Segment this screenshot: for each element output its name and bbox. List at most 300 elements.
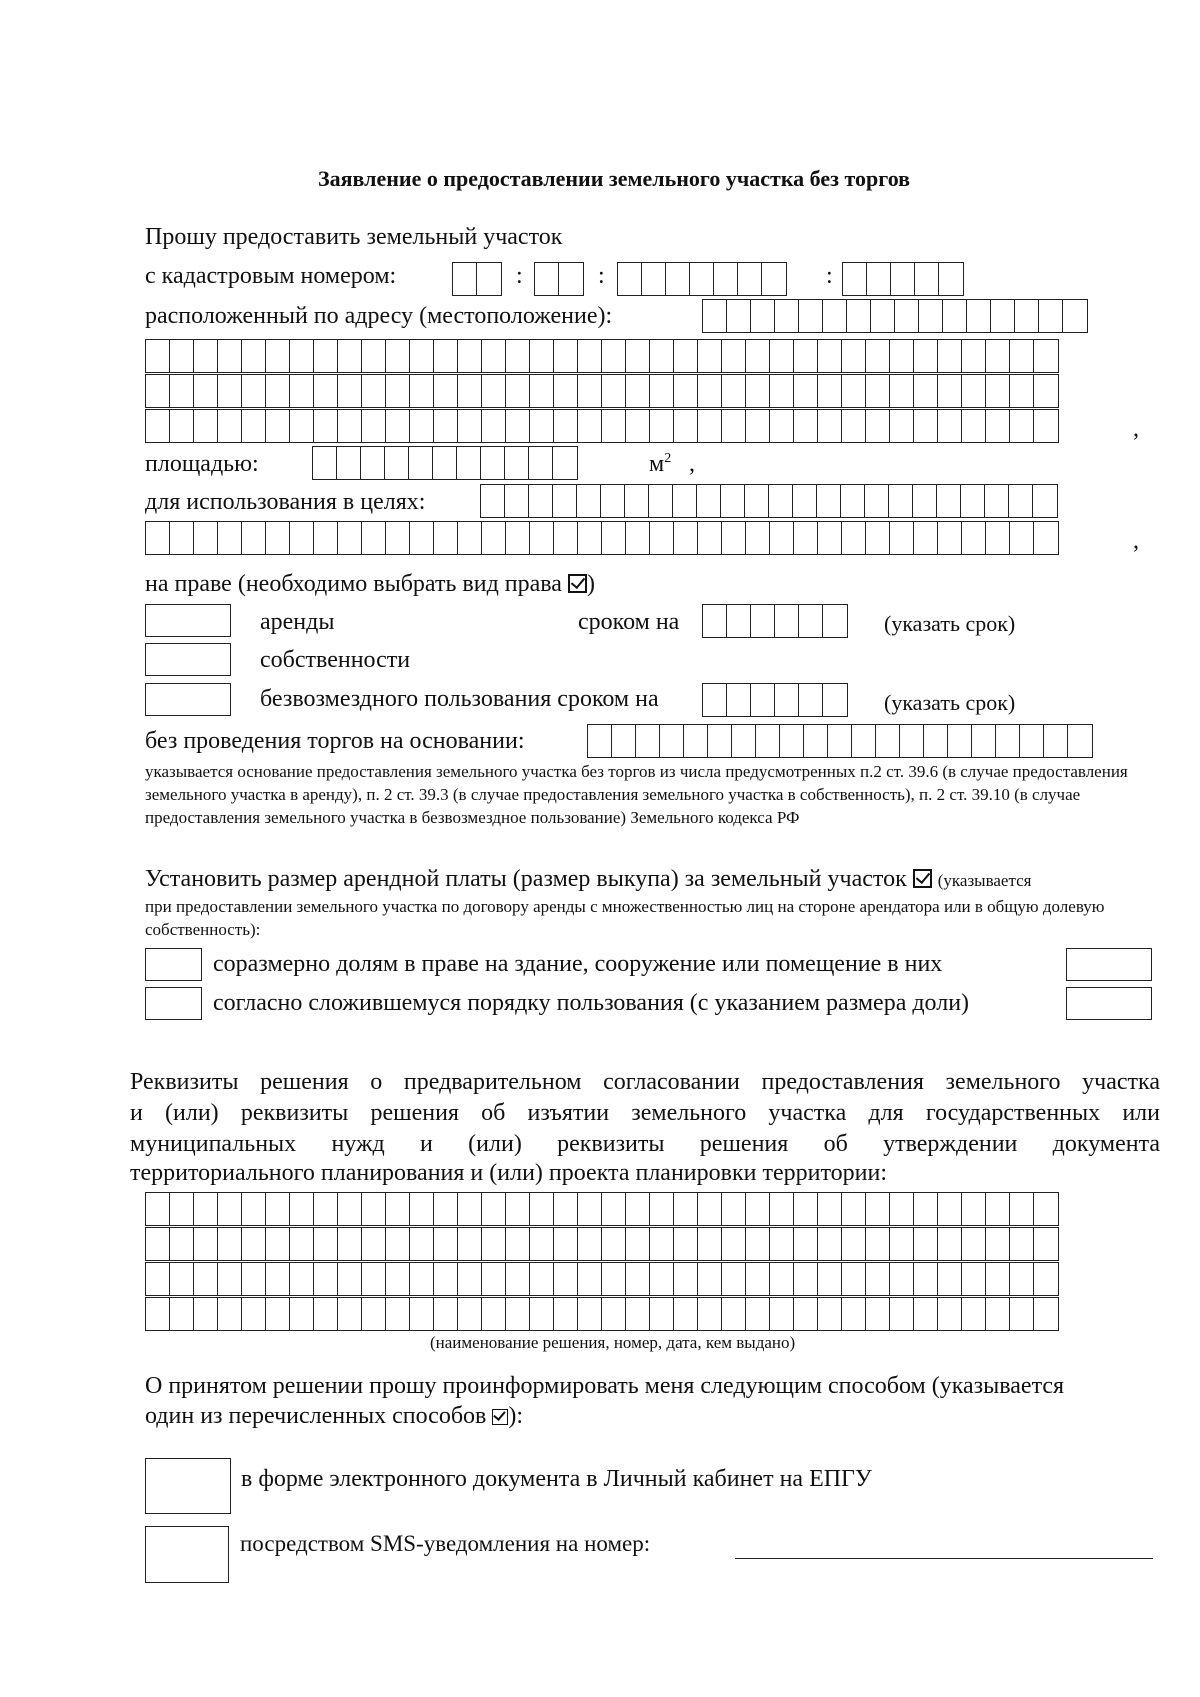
char-cell[interactable] (1032, 484, 1058, 518)
char-cell[interactable] (721, 1227, 747, 1261)
char-cell[interactable] (731, 724, 757, 758)
char-cell[interactable] (169, 521, 195, 555)
char-cell[interactable] (841, 339, 867, 373)
char-cell[interactable] (385, 1192, 411, 1226)
free-use-term-field[interactable] (702, 683, 846, 717)
lease-checkbox[interactable] (145, 604, 231, 637)
char-cell[interactable] (361, 374, 387, 408)
char-cell[interactable] (672, 484, 698, 518)
char-cell[interactable] (769, 339, 795, 373)
char-cell[interactable] (673, 1192, 699, 1226)
char-cell[interactable] (1019, 724, 1045, 758)
char-cell[interactable] (457, 1297, 483, 1331)
char-cell[interactable] (649, 409, 675, 443)
char-cell[interactable] (985, 374, 1011, 408)
char-cell[interactable] (889, 339, 915, 373)
char-cell[interactable] (1062, 299, 1088, 333)
char-cell[interactable] (947, 724, 973, 758)
char-cell[interactable] (385, 374, 411, 408)
char-cell[interactable] (841, 409, 867, 443)
char-cell[interactable] (726, 604, 752, 638)
char-cell[interactable] (721, 409, 747, 443)
char-cell[interactable] (361, 1297, 387, 1331)
char-cell[interactable] (673, 1297, 699, 1331)
char-cell[interactable] (241, 1297, 267, 1331)
char-cell[interactable] (529, 1297, 555, 1331)
char-cell[interactable] (971, 724, 997, 758)
char-cell[interactable] (889, 1262, 915, 1296)
char-cell[interactable] (960, 484, 986, 518)
char-cell[interactable] (990, 299, 1016, 333)
char-cell[interactable] (822, 604, 848, 638)
char-cell[interactable] (1038, 299, 1064, 333)
char-cell[interactable] (289, 409, 315, 443)
char-cell[interactable] (457, 1262, 483, 1296)
char-cell[interactable] (697, 1192, 723, 1226)
char-cell[interactable] (1033, 374, 1059, 408)
char-cell[interactable] (793, 409, 819, 443)
char-cell[interactable] (433, 1262, 459, 1296)
char-cell[interactable] (966, 299, 992, 333)
char-cell[interactable] (481, 1192, 507, 1226)
char-cell[interactable] (913, 1192, 939, 1226)
char-cell[interactable] (822, 299, 848, 333)
char-cell[interactable] (289, 1297, 315, 1331)
char-cell[interactable] (611, 724, 637, 758)
char-cell[interactable] (481, 521, 507, 555)
char-cell[interactable] (793, 1297, 819, 1331)
char-cell[interactable] (433, 1227, 459, 1261)
char-cell[interactable] (865, 1192, 891, 1226)
char-cell[interactable] (769, 1192, 795, 1226)
char-cell[interactable] (1014, 299, 1040, 333)
char-cell[interactable] (409, 1192, 435, 1226)
char-cell[interactable] (433, 339, 459, 373)
char-cell[interactable] (145, 339, 171, 373)
char-cell[interactable] (361, 409, 387, 443)
char-cell[interactable] (577, 1297, 603, 1331)
char-cell[interactable] (866, 262, 892, 296)
char-cell[interactable] (169, 374, 195, 408)
char-cell[interactable] (769, 1297, 795, 1331)
char-cell[interactable] (793, 374, 819, 408)
char-cell[interactable] (361, 521, 387, 555)
char-cell[interactable] (697, 374, 723, 408)
char-cell[interactable] (793, 1262, 819, 1296)
char-cell[interactable] (937, 1192, 963, 1226)
char-cell[interactable] (529, 521, 555, 555)
char-cell[interactable] (745, 1227, 771, 1261)
char-cell[interactable] (841, 521, 867, 555)
char-cell[interactable] (193, 374, 219, 408)
char-cell[interactable] (875, 724, 901, 758)
char-cell[interactable] (433, 374, 459, 408)
char-cell[interactable] (409, 1227, 435, 1261)
char-cell[interactable] (745, 521, 771, 555)
char-cell[interactable] (865, 1262, 891, 1296)
char-cell[interactable] (1033, 1262, 1059, 1296)
char-cell[interactable] (745, 409, 771, 443)
char-cell[interactable] (774, 604, 800, 638)
char-cell[interactable] (577, 339, 603, 373)
char-cell[interactable] (409, 521, 435, 555)
char-cell[interactable] (888, 484, 914, 518)
char-cell[interactable] (480, 446, 506, 480)
char-cell[interactable] (937, 339, 963, 373)
sms-phone-input-line[interactable] (735, 1558, 1153, 1559)
free-use-checkbox[interactable] (145, 683, 231, 716)
char-cell[interactable] (937, 409, 963, 443)
char-cell[interactable] (942, 299, 968, 333)
ownership-checkbox[interactable] (145, 643, 231, 676)
char-cell[interactable] (745, 339, 771, 373)
char-cell[interactable] (505, 1297, 531, 1331)
char-cell[interactable] (702, 604, 728, 638)
char-cell[interactable] (145, 1192, 171, 1226)
char-cell[interactable] (1009, 1262, 1035, 1296)
char-cell[interactable] (913, 374, 939, 408)
char-cell[interactable] (750, 299, 776, 333)
char-cell[interactable] (313, 409, 339, 443)
char-cell[interactable] (361, 1192, 387, 1226)
char-cell[interactable] (577, 1192, 603, 1226)
char-cell[interactable] (336, 446, 362, 480)
char-cell[interactable] (774, 299, 800, 333)
char-cell[interactable] (865, 339, 891, 373)
char-cell[interactable] (1009, 1227, 1035, 1261)
char-cell[interactable] (553, 1192, 579, 1226)
char-cell[interactable] (961, 1227, 987, 1261)
char-cell[interactable] (265, 339, 291, 373)
char-cell[interactable] (1033, 1297, 1059, 1331)
char-cell[interactable] (961, 521, 987, 555)
char-cell[interactable] (665, 262, 691, 296)
char-cell[interactable] (768, 484, 794, 518)
char-cell[interactable] (697, 339, 723, 373)
char-cell[interactable] (577, 1227, 603, 1261)
char-cell[interactable] (721, 521, 747, 555)
char-cell[interactable] (169, 409, 195, 443)
purpose-field-line-1[interactable] (480, 484, 1056, 518)
char-cell[interactable] (145, 1227, 171, 1261)
char-cell[interactable] (193, 1227, 219, 1261)
char-cell[interactable] (265, 1297, 291, 1331)
char-cell[interactable] (385, 1297, 411, 1331)
char-cell[interactable] (169, 1297, 195, 1331)
char-cell[interactable] (457, 339, 483, 373)
char-cell[interactable] (169, 1262, 195, 1296)
char-cell[interactable] (1033, 409, 1059, 443)
char-cell[interactable] (985, 1262, 1011, 1296)
char-cell[interactable] (145, 1262, 171, 1296)
char-cell[interactable] (649, 1297, 675, 1331)
char-cell[interactable] (193, 409, 219, 443)
char-cell[interactable] (193, 1192, 219, 1226)
char-cell[interactable] (816, 484, 842, 518)
char-cell[interactable] (241, 374, 267, 408)
char-cell[interactable] (601, 1297, 627, 1331)
char-cell[interactable] (913, 409, 939, 443)
char-cell[interactable] (217, 1192, 243, 1226)
char-cell[interactable] (145, 374, 171, 408)
char-cell[interactable] (649, 521, 675, 555)
char-cell[interactable] (1033, 1192, 1059, 1226)
char-cell[interactable] (889, 1297, 915, 1331)
char-cell[interactable] (769, 1262, 795, 1296)
char-cell[interactable] (769, 374, 795, 408)
char-cell[interactable] (337, 1297, 363, 1331)
basis-field[interactable] (587, 724, 1091, 758)
char-cell[interactable] (817, 409, 843, 443)
char-cell[interactable] (504, 484, 530, 518)
char-cell[interactable] (625, 409, 651, 443)
char-cell[interactable] (193, 1262, 219, 1296)
char-cell[interactable] (937, 521, 963, 555)
char-cell[interactable] (337, 1192, 363, 1226)
char-cell[interactable] (864, 484, 890, 518)
char-cell[interactable] (289, 1262, 315, 1296)
char-cell[interactable] (737, 262, 763, 296)
char-cell[interactable] (337, 1262, 363, 1296)
char-cell[interactable] (635, 724, 661, 758)
char-cell[interactable] (625, 1262, 651, 1296)
char-cell[interactable] (528, 484, 554, 518)
char-cell[interactable] (937, 374, 963, 408)
char-cell[interactable] (865, 521, 891, 555)
char-cell[interactable] (817, 1227, 843, 1261)
char-cell[interactable] (1008, 484, 1034, 518)
char-cell[interactable] (937, 1227, 963, 1261)
char-cell[interactable] (169, 1227, 195, 1261)
char-cell[interactable] (145, 521, 171, 555)
char-cell[interactable] (577, 374, 603, 408)
address-field-line-3[interactable] (145, 374, 1057, 408)
char-cell[interactable] (793, 521, 819, 555)
char-cell[interactable] (193, 339, 219, 373)
rent-option-1-checkbox[interactable] (145, 948, 202, 981)
char-cell[interactable] (822, 683, 848, 717)
char-cell[interactable] (553, 374, 579, 408)
cadastral-quarter-field[interactable] (617, 262, 785, 296)
char-cell[interactable] (721, 1297, 747, 1331)
requisites-field-line-1[interactable] (145, 1192, 1057, 1226)
char-cell[interactable] (385, 1227, 411, 1261)
char-cell[interactable] (312, 446, 338, 480)
char-cell[interactable] (241, 409, 267, 443)
char-cell[interactable] (313, 374, 339, 408)
char-cell[interactable] (241, 1192, 267, 1226)
address-field-line-2[interactable] (145, 339, 1057, 373)
char-cell[interactable] (649, 339, 675, 373)
char-cell[interactable] (1009, 374, 1035, 408)
char-cell[interactable] (889, 409, 915, 443)
char-cell[interactable] (169, 339, 195, 373)
char-cell[interactable] (408, 446, 434, 480)
char-cell[interactable] (1033, 521, 1059, 555)
char-cell[interactable] (913, 1227, 939, 1261)
char-cell[interactable] (817, 339, 843, 373)
char-cell[interactable] (913, 1262, 939, 1296)
char-cell[interactable] (697, 1227, 723, 1261)
char-cell[interactable] (534, 262, 560, 296)
char-cell[interactable] (683, 724, 709, 758)
char-cell[interactable] (673, 521, 699, 555)
char-cell[interactable] (433, 409, 459, 443)
char-cell[interactable] (961, 1297, 987, 1331)
char-cell[interactable] (193, 521, 219, 555)
char-cell[interactable] (528, 446, 554, 480)
char-cell[interactable] (553, 409, 579, 443)
char-cell[interactable] (476, 262, 502, 296)
char-cell[interactable] (505, 1262, 531, 1296)
char-cell[interactable] (846, 299, 872, 333)
char-cell[interactable] (505, 1227, 531, 1261)
char-cell[interactable] (769, 521, 795, 555)
area-field[interactable] (312, 446, 576, 480)
char-cell[interactable] (702, 683, 728, 717)
char-cell[interactable] (649, 1262, 675, 1296)
char-cell[interactable] (505, 1192, 531, 1226)
char-cell[interactable] (265, 409, 291, 443)
char-cell[interactable] (558, 262, 584, 296)
char-cell[interactable] (625, 521, 651, 555)
char-cell[interactable] (914, 262, 940, 296)
char-cell[interactable] (894, 299, 920, 333)
char-cell[interactable] (750, 604, 776, 638)
char-cell[interactable] (648, 484, 674, 518)
char-cell[interactable] (587, 724, 613, 758)
char-cell[interactable] (452, 262, 478, 296)
char-cell[interactable] (504, 446, 530, 480)
rent-option-1-share-field[interactable] (1066, 948, 1152, 981)
char-cell[interactable] (217, 1262, 243, 1296)
char-cell[interactable] (726, 683, 752, 717)
char-cell[interactable] (193, 1297, 219, 1331)
char-cell[interactable] (750, 683, 776, 717)
char-cell[interactable] (217, 1297, 243, 1331)
char-cell[interactable] (553, 1227, 579, 1261)
char-cell[interactable] (798, 299, 824, 333)
char-cell[interactable] (217, 374, 243, 408)
char-cell[interactable] (659, 724, 685, 758)
char-cell[interactable] (696, 484, 722, 518)
char-cell[interactable] (649, 1192, 675, 1226)
char-cell[interactable] (961, 374, 987, 408)
char-cell[interactable] (409, 374, 435, 408)
lease-term-field[interactable] (702, 604, 846, 638)
char-cell[interactable] (481, 1227, 507, 1261)
char-cell[interactable] (817, 1262, 843, 1296)
char-cell[interactable] (890, 262, 916, 296)
char-cell[interactable] (433, 1192, 459, 1226)
cadastral-parcel-field[interactable] (842, 262, 962, 296)
char-cell[interactable] (755, 724, 781, 758)
char-cell[interactable] (529, 1262, 555, 1296)
char-cell[interactable] (217, 521, 243, 555)
char-cell[interactable] (361, 1262, 387, 1296)
char-cell[interactable] (313, 1262, 339, 1296)
char-cell[interactable] (145, 409, 171, 443)
char-cell[interactable] (601, 521, 627, 555)
char-cell[interactable] (792, 484, 818, 518)
requisites-field-line-2[interactable] (145, 1227, 1057, 1261)
char-cell[interactable] (913, 1297, 939, 1331)
char-cell[interactable] (899, 724, 925, 758)
char-cell[interactable] (1067, 724, 1093, 758)
char-cell[interactable] (361, 1227, 387, 1261)
char-cell[interactable] (817, 521, 843, 555)
char-cell[interactable] (649, 374, 675, 408)
char-cell[interactable] (337, 339, 363, 373)
purpose-field-line-2[interactable] (145, 521, 1057, 555)
char-cell[interactable] (529, 1192, 555, 1226)
char-cell[interactable] (313, 1227, 339, 1261)
char-cell[interactable] (241, 521, 267, 555)
char-cell[interactable] (913, 521, 939, 555)
char-cell[interactable] (798, 604, 824, 638)
char-cell[interactable] (865, 1227, 891, 1261)
rent-option-2-share-field[interactable] (1066, 987, 1152, 1020)
char-cell[interactable] (961, 1192, 987, 1226)
char-cell[interactable] (1009, 1297, 1035, 1331)
char-cell[interactable] (577, 409, 603, 443)
char-cell[interactable] (337, 521, 363, 555)
char-cell[interactable] (803, 724, 829, 758)
char-cell[interactable] (433, 521, 459, 555)
char-cell[interactable] (889, 374, 915, 408)
char-cell[interactable] (265, 374, 291, 408)
char-cell[interactable] (985, 1192, 1011, 1226)
char-cell[interactable] (851, 724, 877, 758)
char-cell[interactable] (289, 374, 315, 408)
char-cell[interactable] (313, 1192, 339, 1226)
char-cell[interactable] (313, 521, 339, 555)
notify-sms-checkbox[interactable] (145, 1526, 229, 1583)
char-cell[interactable] (961, 1262, 987, 1296)
char-cell[interactable] (409, 339, 435, 373)
char-cell[interactable] (827, 724, 853, 758)
char-cell[interactable] (289, 1227, 315, 1261)
char-cell[interactable] (145, 1297, 171, 1331)
char-cell[interactable] (697, 521, 723, 555)
char-cell[interactable] (793, 1192, 819, 1226)
char-cell[interactable] (761, 262, 787, 296)
char-cell[interactable] (265, 1227, 291, 1261)
char-cell[interactable] (641, 262, 667, 296)
char-cell[interactable] (553, 1297, 579, 1331)
char-cell[interactable] (707, 724, 733, 758)
char-cell[interactable] (1009, 339, 1035, 373)
char-cell[interactable] (769, 409, 795, 443)
char-cell[interactable] (937, 1297, 963, 1331)
rent-option-2-checkbox[interactable] (145, 987, 202, 1020)
char-cell[interactable] (689, 262, 715, 296)
char-cell[interactable] (841, 1227, 867, 1261)
char-cell[interactable] (961, 409, 987, 443)
char-cell[interactable] (985, 409, 1011, 443)
char-cell[interactable] (337, 1227, 363, 1261)
char-cell[interactable] (617, 262, 643, 296)
char-cell[interactable] (841, 1192, 867, 1226)
char-cell[interactable] (432, 446, 458, 480)
char-cell[interactable] (505, 409, 531, 443)
char-cell[interactable] (912, 484, 938, 518)
char-cell[interactable] (313, 1297, 339, 1331)
char-cell[interactable] (936, 484, 962, 518)
char-cell[interactable] (601, 339, 627, 373)
char-cell[interactable] (529, 339, 555, 373)
char-cell[interactable] (779, 724, 805, 758)
